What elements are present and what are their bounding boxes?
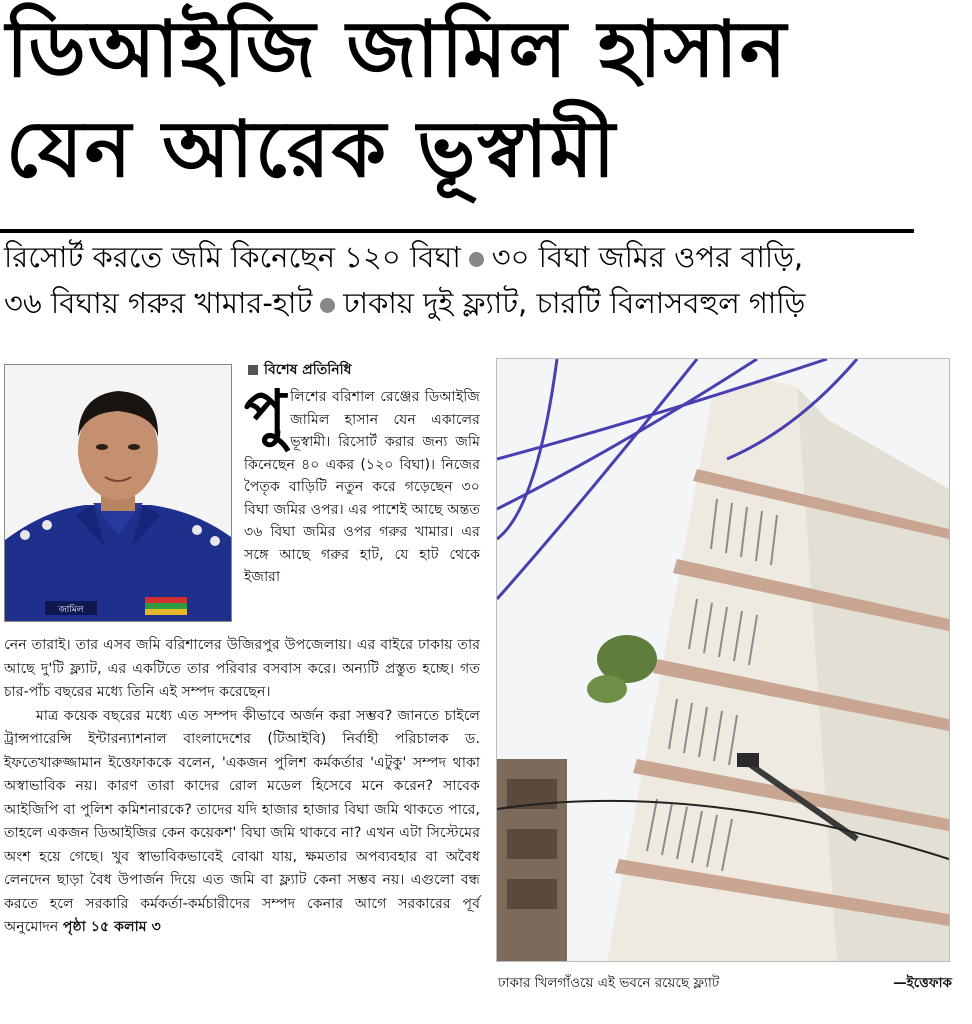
article-paragraph-2: মাত্র কয়েক বছরের মধ্যে এত সম্পদ কীভাবে অর্জন করা সম্ভব? জানতে চাইলে ট্রান্সপারেন্সি ইন্টারন্যাশনাল বাংলাদেশের (টিআইবি) নির্বাহী পরিচালক ড. ইফতেখারুজ্জামান ইত্তেফাককে বলেন, 'একজন পুলিশ কর্মকর্তার 'এটুকু' সম্পদ থাকা অস্বাভাবিক নয়। কারণ তারা কাদের রোল মডেল হিসেবে মনে করেন? সাবেক আইজিপি বা পুলিশ কমিশনারকে? তাদের যদি হাজার হাজার বিঘা জমি থাকতে পারে, তাহলে একজন ডিআইজির কেন কয়েকশ' বিঘা জমি থাকবে না? এখন এটা সিস্টেমের অংশ হয়ে গেছে। খুব স্বাভাবিকভাবেই বোঝা যায়, ক্ষমতার অপব্যবহার বা অবৈধ লেনদেন ছাড়া বৈধ উপার্জন দিয়ে এত জমি বা ফ্ল্যাট কেনা সম্ভব নয়। এগুলো বন্ধ করতে হলে সরকারি কর্মকর্তা-কর্মচারীদের সম্পদ কেনার আগে সরকারের পূর্ব অনুমোদন (4, 707, 480, 935)
building-illustration (497, 359, 949, 961)
photo-credit: —ইত্তেফাক (893, 975, 952, 991)
subheadline (4, 234, 968, 326)
headline-line-1: ডিআইজি জামিল হাসান (6, 5, 789, 95)
subheadline-line-2 (4, 280, 968, 326)
drop-cap: পু (244, 376, 287, 449)
article-paragraph-1: নেন তারাই। তার এসব জমি বরিশালের উজিরপুর উপজেলায়। এর বাইরে ঢাকায় তার আছে দু'টি ফ্ল্যাট, এর একটিতে তার পরিবার বসবাস করে। অন্যটি প্রস্তুত হচ্ছে। গত চার-পাঁচ বছরের মধ্যে তিনি এই সম্পদ করেছেন। (4, 637, 480, 700)
portrait-photo (4, 364, 232, 622)
headline-line-2: যেন আরেক ভূস্বামী (6, 105, 618, 195)
square-bullet-icon (248, 365, 258, 375)
caption-text: ঢাকার খিলগাঁওয়ে এই ভবনে রয়েছে ফ্ল্যাট (498, 975, 720, 991)
article-column-wide (4, 634, 480, 940)
subhead-text-2a: ৩৬ বিঘায় গরুর খামার-হাট (4, 286, 313, 320)
bullet-icon (469, 252, 484, 267)
name-tag: জামিল (58, 605, 84, 615)
article-intro-text: লিশের বরিশাল রেঞ্জের ডিআইজি জামিল হাসান যেন একালের ভূস্বামী। রিসোর্ট করার জন্য জমি কিনেছেন ৪০ একর (১২০ বিঘা)। নিজের পৈতৃক বাড়িটি নতুন করে গড়েছেন ৩০ বিঘা জমির ওপর। এর পাশেই আছে অন্তত ৩৬ বিঘা জমির ওপর গরুর খামার। এর সঙ্গে আছে গরুর হাট, যে হাট থেকে ইজারা (244, 389, 480, 585)
article-column-narrow (244, 376, 480, 589)
building-photo (496, 358, 950, 962)
headline-rule (0, 229, 914, 233)
photo-caption (498, 972, 952, 995)
subheadline-line-1 (4, 234, 968, 280)
subhead-text-1b: ৩০ বিঘা জমির ওপর বাড়ি, (491, 240, 804, 274)
portrait-illustration (5, 365, 231, 621)
subhead-text-2b: ঢাকায় দুই ফ্ল্যাট, চারটি বিলাসবহুল গাড়ি (343, 286, 806, 320)
continued-on-label: পৃষ্ঠা ১৫ কলাম ৩ (62, 919, 161, 935)
subhead-text-1a: রিসোর্ট করতে জমি কিনেছেন ১২০ বিঘা (4, 240, 461, 274)
byline-text: বিশেষ প্রতিনিধি (264, 362, 352, 378)
bullet-icon (320, 298, 335, 313)
headline (0, 0, 972, 200)
